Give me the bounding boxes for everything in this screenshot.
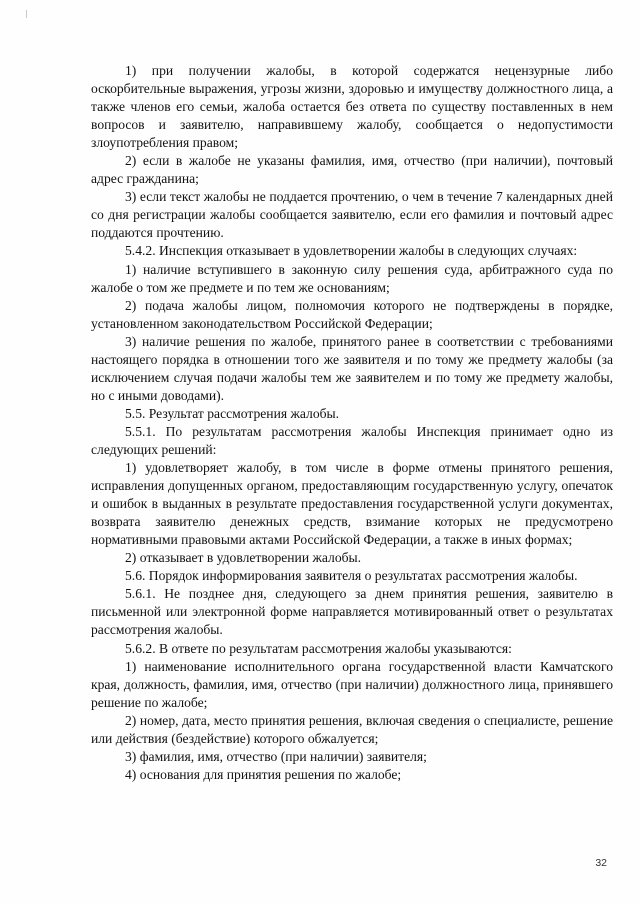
- page-number: 32: [595, 857, 607, 869]
- paragraph-satisfy-complaint: 1) удовлетворяет жалобу, в том числе в форме отмены принятого решения, исправления допущенных органом, предоставляющим государственную услугу, опечаток и ошибок в выданных в результате предоставления государственной услуги документах, возврата заявителю денежных средств, взимание которых не предусмотрено нормативными правовыми актами Российской Федерации, а также в иных формах;: [91, 460, 613, 548]
- paragraph-court-decision: 1) наличие вступившего в законную силу решения суда, арбитражного суда по жалобе о том же предмете и по тем же основаниям;: [91, 261, 613, 295]
- section-5-5-1-heading: 5.5.1. По результатам рассмотрения жалобы Инспекция принимает одно из следующих решений:: [91, 423, 613, 457]
- paragraph-unauthorized-person: 2) подача жалобы лицом, полномочия которого не подтверждены в порядке, установленном законодательством Российской Федерации;: [91, 297, 613, 331]
- section-5-6-heading: 5.6. Порядок информирования заявителя о результатах рассмотрения жалобы.: [125, 568, 578, 584]
- paragraph-authority-name: 1) наименование исполнительного органа государственной власти Камчатского края, должность, фамилия, имя, отчество (при наличии) должностного лица, принявшего решение по жалобе;: [91, 658, 613, 710]
- paragraph-decision-number: 2) номер, дата, место принятия решения, включая сведения о специалисте, решение или действия (бездействие) которого обжалуется;: [91, 712, 613, 746]
- paragraph-complaint-unreadable: 3) если текст жалобы не поддается прочтению, о чем в течение 7 календарных дней со дня регистрации жалобы сообщается заявителю, если его фамилия и почтовый адрес поддаются прочтению.: [91, 189, 613, 241]
- scan-margin-mark: [26, 10, 27, 18]
- section-5-6-2-heading: 5.6.2. В ответе по результатам рассмотрения жалобы указываются:: [125, 640, 512, 656]
- paragraph-reject-complaint: 2) отказывает в удовлетворении жалобы.: [125, 550, 362, 566]
- paragraph-complaint-no-name: 2) если в жалобе не указаны фамилия, имя, отчество (при наличии), почтовый адрес гражданина;: [91, 153, 613, 187]
- paragraph-prior-decision: 3) наличие решения по жалобе, принятого ранее в соответствии с требованиями настоящего порядка в отношении того же заявителя и по тому же предмету жалобы (за исключением случая подачи жалобы тем же заявителем и по тому же предмету жалобы, но с иными доводами).: [91, 333, 613, 403]
- section-5-4-2-heading: 5.4.2. Инспекция отказывает в удовлетворении жалобы в следующих случаях:: [125, 243, 578, 259]
- section-5-6-1-paragraph: 5.6.1. Не позднее дня, следующего за днем принятия решения, заявителю в письменной или электронной форме направляется мотивированный ответ о результатах рассмотрения жалобы.: [91, 586, 613, 638]
- document-body: [91, 62, 613, 784]
- section-5-5-heading: 5.5. Результат рассмотрения жалобы.: [125, 405, 340, 421]
- paragraph-applicant-name: 3) фамилия, имя, отчество (при наличии) заявителя;: [125, 748, 427, 764]
- paragraph-complaint-obscene: 1) при получении жалобы, в которой содержатся нецензурные либо оскорбительные выражения, угрозы жизни, здоровью и имуществу должностного лица, а также членов его семьи, жалоба остается без ответа по существу поставленных в нем вопросов и заявителю, направившему жалобу, сообщается о недопустимости злоупотребления правом;: [91, 63, 613, 151]
- paragraph-decision-grounds: 4) основания для принятия решения по жалобе;: [125, 766, 402, 782]
